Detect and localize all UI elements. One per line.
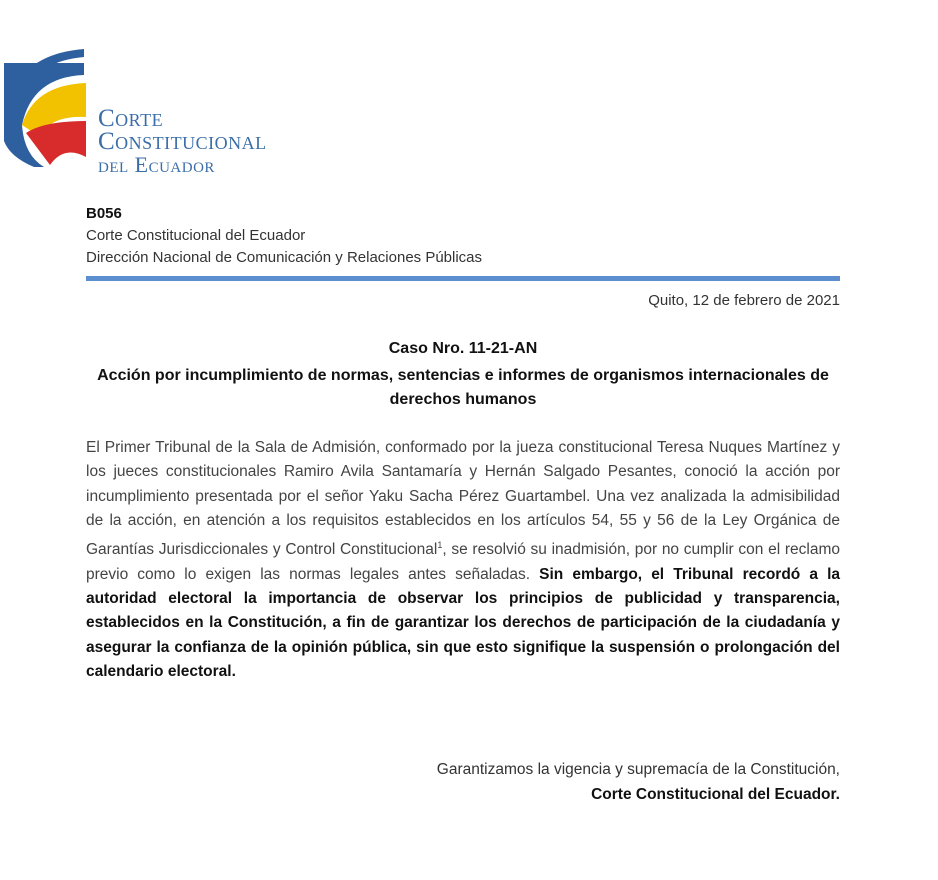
logo-line-3: del Ecuador [98,152,215,177]
document-date: Quito, 12 de febrero de 2021 [648,292,840,309]
court-emblem-icon [4,45,94,175]
bulletin-code: B056 [86,205,122,222]
court-logo [4,45,304,175]
department-name: Dirección Nacional de Comunicación y Relaciones Públicas [86,249,483,266]
body-text-part-2: , se resolvió su inadmisión, por no cumplir con el reclamo previo como lo exigen las normas legales antes señaladas. [86,541,840,583]
header-divider [86,276,840,281]
closing-line: Garantizamos la vigencia y supremacía de la Constitución, [436,761,840,778]
logo-line-1: Corte [98,105,164,132]
organization-name: Corte Constitucional del Ecuador [86,227,306,244]
document-header [86,203,482,269]
logo-line-2: Constitucional [98,128,267,155]
body-text-part-1: El Primer Tribunal de la Sala de Admisión, conformado por la jueza constitucional Teresa Nuques Martínez y los jueces constitucionales Ramiro Avila Santamaría y Hernán Salgado Pesantes, conoció la acción por incumplimiento presentada por el señor Yaku Sacha Pérez Guartambel. Una vez analizada la admisibilidad de la acción, en atención a los requisitos establecidos en los artículos 54, 55 y 56 de la Ley Orgánica de Garantías Jurisdiccionales y Control Constitucional [86,439,840,559]
body-paragraph [86,436,840,684]
case-subtitle: Acción por incumplimiento de normas, sentencias e informes de organismos internacionales de derechos humanos [97,367,829,408]
case-number: Caso Nro. 11-21-AN [388,340,538,357]
body-text-bold: Sin embargo, el Tribunal recordó a la autoridad electoral la importancia de observar los principios de publicidad y transparencia, establecidos en la Constitución, a fin de garantizar los derechos de participación de la ciudadanía y asegurar la confianza de la opinión pública, sin que esto signifique la suspensión o prolongación del calendario electoral. [86,565,840,680]
closing-signature: Corte Constitucional del Ecuador. [591,786,840,803]
closing-block [437,757,840,807]
footnote-reference[interactable]: 1 [437,540,443,551]
